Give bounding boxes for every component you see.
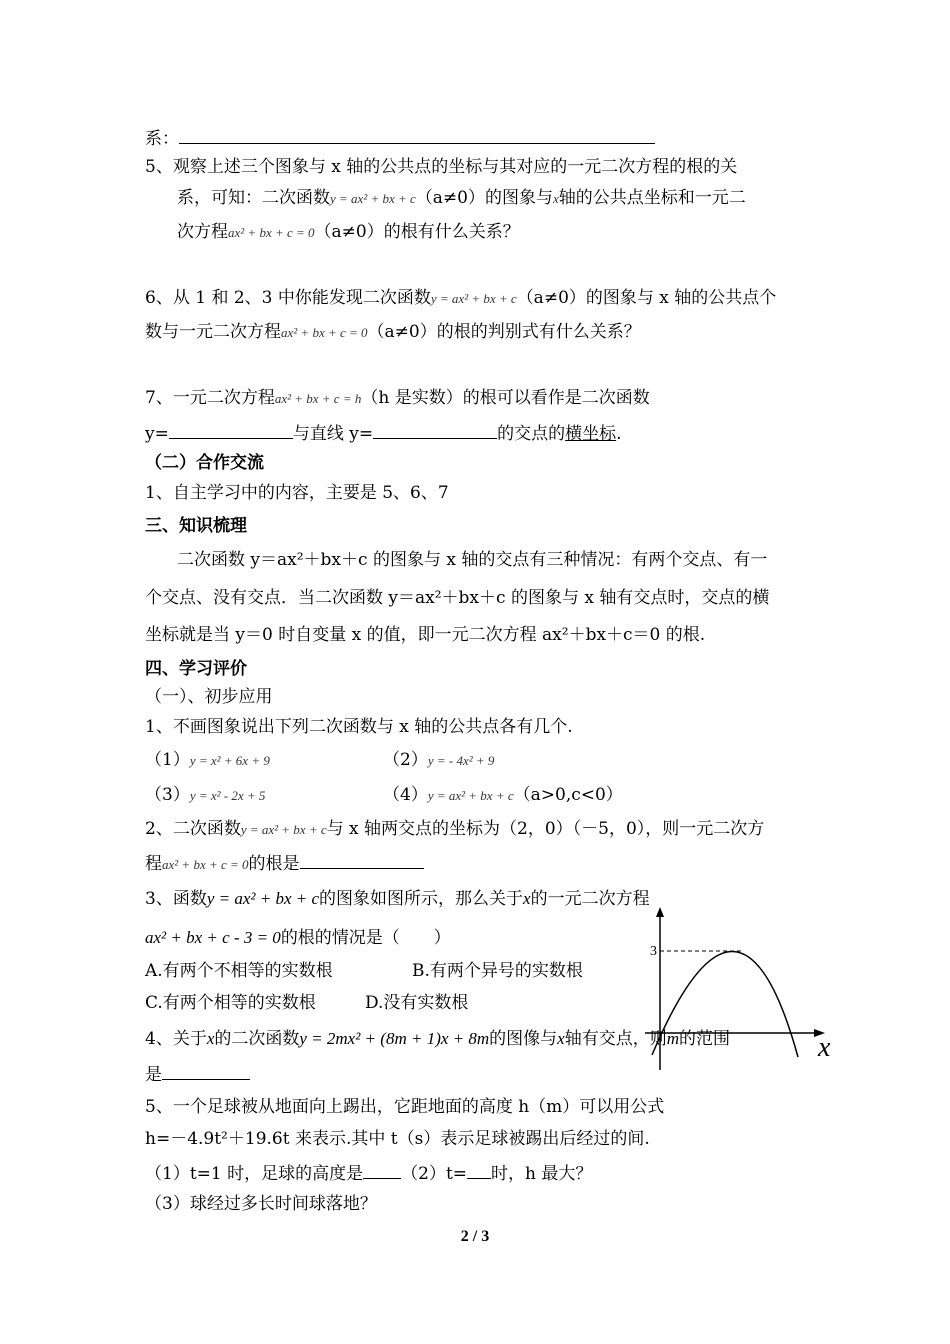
formula: m: [666, 1029, 679, 1048]
formula: x: [206, 1029, 215, 1048]
exercise-1-item1: [145, 749, 270, 772]
question-6-line1: [145, 287, 776, 310]
text: 程: [145, 854, 162, 874]
parabola-curve: [652, 951, 798, 1057]
text: 轴的公共点坐标和一元二: [558, 188, 746, 208]
exercise-5-line1: 5、一个足球被从地面向上踢出，它距地面的高度 h（m）可以用公式: [145, 1097, 665, 1117]
formula: ax² + bx + c = 0: [162, 857, 249, 872]
formula: y = - 4x² + 9: [427, 753, 495, 768]
text: 是: [145, 1065, 162, 1085]
text: 数与一元二次方程: [145, 322, 281, 342]
y-tick-label: 3: [650, 944, 657, 959]
cooperation-text: 1、自主学习中的内容，主要是 5、6、7: [145, 483, 449, 503]
option-a: A.有两个不相等的实数根: [145, 961, 333, 981]
exercise-5-line3: [145, 1161, 592, 1185]
text: .: [616, 424, 622, 444]
blank: [363, 1161, 401, 1179]
question-7-line2: [145, 421, 622, 445]
text: 的范围: [678, 1029, 730, 1049]
exercise-3-line2: [145, 927, 451, 949]
formula: y = x² - 2x + 5: [189, 788, 266, 803]
exercise-4-line2: [145, 1062, 250, 1086]
answer-line-relation: [145, 126, 655, 150]
formula: ax² + bx + c = 0: [228, 225, 315, 240]
formula: y = ax² + bx + c: [206, 889, 320, 908]
formula: x: [523, 889, 531, 908]
text: 6、从 1 和 2、3 中你能发现二次函数: [145, 288, 431, 308]
option-b: B.有两个异号的实数根: [412, 961, 583, 981]
text: 的图像与: [489, 1029, 558, 1049]
exercise-1-item4: [383, 784, 623, 807]
formula: ax² + bx + c = 0: [281, 325, 368, 340]
formula: x: [553, 191, 559, 206]
x-axis-label: x: [818, 1032, 831, 1063]
section-heading-knowledge: 三、知识梳理: [145, 516, 247, 536]
label: （1）: [145, 750, 190, 770]
formula: y = ax² + bx + c: [240, 822, 327, 837]
label: （3）: [145, 785, 190, 805]
formula: y = ax² + bx + c: [430, 291, 517, 306]
blank: [373, 421, 497, 439]
label: 系：: [145, 129, 179, 149]
text: 的交点的: [497, 424, 566, 444]
label: （4）: [383, 785, 428, 805]
formula: y = x² + 6x + 9: [189, 753, 270, 768]
page-number: 2 / 3: [460, 1228, 490, 1245]
text: 5、观察上述三个图象与 x 轴的公共点的坐标与其对应的一元二次方程的根的关: [145, 157, 738, 177]
text: 3、函数: [145, 889, 207, 909]
section-heading-evaluation: 四、学习评价: [145, 659, 247, 679]
text: 次方程: [177, 222, 228, 242]
text: 轴有交点，则: [564, 1029, 667, 1049]
text: 7、一元二次方程: [145, 388, 275, 408]
text: y=: [145, 424, 169, 444]
question-7-line1: [145, 387, 650, 410]
text: （h 是实数）的根可以看作是二次函数: [361, 388, 650, 408]
text: （a≠0）的图象与 x 轴的公共点个: [516, 288, 777, 308]
formula: y = ax² + bx + c: [427, 788, 514, 803]
exercise-2-line1: [145, 818, 764, 841]
knowledge-line1: 二次函数 y＝ax²＋bx＋c 的图象与 x 轴的交点有三种情况：有两个交点、有一: [177, 550, 768, 570]
text: （a≠0）的根的判别式有什么关系？: [367, 322, 641, 342]
knowledge-line3: 坐标就是当 y＝0 时自变量 x 的值，即一元二次方程 ax²＋bx＋c＝0 的根.: [145, 625, 706, 645]
blank: [169, 421, 293, 439]
blank: [162, 1062, 250, 1080]
blank: [179, 126, 655, 144]
formula: y = 2mx² + (8m + 1)x + 8m: [299, 1029, 490, 1048]
underlined-text: 横坐标: [565, 424, 617, 444]
exercise-5-line2: h=－4.9t²＋19.6t 来表示.其中 t（s）表示足球被踢出后经过的间.: [145, 1129, 650, 1149]
text: 的图象如图所示，那么关于: [319, 889, 524, 909]
text: 与直线 y=: [292, 424, 374, 444]
y-axis-arrow-icon: [656, 907, 664, 917]
exercise-1: 1、不画图象说出下列二次函数与 x 轴的公共点各有几个.: [145, 717, 573, 737]
text: 的一元二次方程: [530, 889, 650, 909]
question-5-line3: [177, 221, 520, 244]
section-heading-cooperation: （二）合作交流: [145, 453, 264, 473]
label: （2）: [383, 750, 428, 770]
text: （a≠0）的根有什么关系？: [314, 222, 520, 242]
blank: [300, 851, 424, 869]
knowledge-line2: 个交点、没有交点．当二次函数 y＝ax²＋bx＋c 的图象与 x 轴有交点时，交点的横: [145, 588, 770, 608]
exercise-2-line2: [145, 851, 424, 876]
question-5-line2: [177, 187, 746, 210]
formula: x: [557, 1029, 565, 1048]
exercise-5-line4: （3）球经过多长时间球落地？: [145, 1194, 377, 1214]
formula: ax² + bx + c - 3 = 0: [145, 928, 281, 947]
text: 4、关于: [145, 1029, 207, 1049]
text: 的二次函数: [214, 1029, 300, 1049]
subsection-application: （一）、初步应用: [145, 687, 273, 707]
formula: ax² + bx + c = h: [274, 391, 362, 406]
blank: [467, 1161, 491, 1179]
text: （a≠0）的图象与: [415, 188, 553, 208]
exercise-3-line1: [145, 888, 650, 910]
text: 的根是: [248, 854, 300, 874]
text: 2、二次函数: [145, 819, 241, 839]
text: （2）t=: [401, 1164, 468, 1184]
text: 与 x 轴两交点的坐标为（2，0）（－5，0），则一元二次方: [326, 819, 765, 839]
question-6-line2: [145, 321, 641, 344]
text: （a>0,c<0）: [513, 785, 623, 805]
exercise-1-item3: [145, 784, 265, 807]
exercise-1-item2: [383, 749, 494, 772]
text: 时，h 最大？: [491, 1164, 593, 1184]
text: 系，可知：二次函数: [177, 188, 330, 208]
parabola-graph: [640, 905, 840, 1075]
formula: y = ax² + bx + c: [330, 191, 416, 206]
question-5-line1: [145, 156, 737, 178]
option-c: C.有两个相等的实数根: [145, 993, 316, 1013]
option-d: D.没有实数根: [365, 993, 469, 1013]
text: 的根的情况是（ ）: [280, 928, 451, 948]
text: （1）t=1 时，足球的高度是: [145, 1164, 364, 1184]
